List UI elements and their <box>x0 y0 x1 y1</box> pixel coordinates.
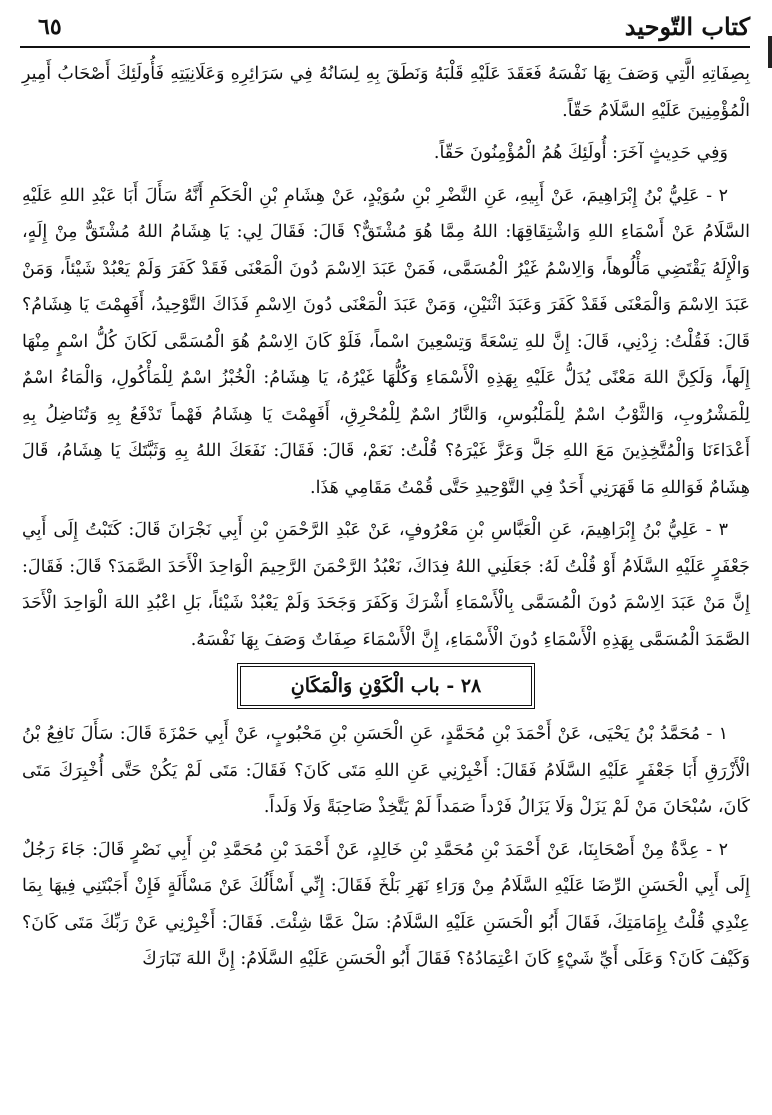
paragraph-continuation: بِصِفَاتِهِ الَّتِي وَصَفَ بِهَا نَفْسَهُ فَعَقَدَ عَلَيْهِ قَلْبَهُ وَنَطَقَ بِهِ لِسَانُهُ فِي سَرَائِرِهِ وَعَلَانِيَتِهِ فَأُولَئِكَ أَصْحَابُ أَمِيرِ الْمُؤْمِنِينَ عَلَيْهِ السَّلَامُ حَقّاً. <box>22 64 750 121</box>
chapter-hadith-1: ١ - مُحَمَّدُ بْنُ يَحْيَى، عَنْ أَحْمَدَ بْنِ مُحَمَّدٍ، عَنِ الْحَسَنِ بْنِ مَحْبُوبٍ، عَنْ أَبِي حَمْزَةَ قَالَ: سَأَلَ نَافِعُ بْنُ الْأَزْرَقِ أَبَا جَعْفَرٍ عَلَيْهِ السَّلَامُ فَقَالَ: أَخْبِرْنِي عَنِ اللهِ مَتَى كَانَ؟ فَقَالَ: مَتَى لَمْ يَكُنْ حَتَّى أُخْبِرَكَ مَتَى كَانَ، سُبْحَانَ مَنْ لَمْ يَزَلْ وَلَا يَزَالُ فَرْداً صَمَداً لَمْ يَتَّخِذْ صَاحِبَةً وَلَا وَلَداً. <box>22 724 750 817</box>
chapter-heading: ٢٨ - باب الْكَوْنِ وَالْمَكَانِ <box>240 666 532 706</box>
chapter-hadith-2: ٢ - عِدَّةٌ مِنْ أَصْحَابِنَا، عَنْ أَحْمَدَ بْنِ مُحَمَّدِ بْنِ خَالِدٍ، عَنْ أَحْمَدَ بْنِ مُحَمَّدِ بْنِ أَبِي نَصْرٍ قَالَ: جَاءَ رَجُلٌ إِلَى أَبِي الْحَسَنِ الرِّضَا عَلَيْهِ السَّلَامُ مِنْ وَرَاءِ نَهَرِ بَلْخَ فَقَالَ: إِنِّي أَسْأَلُكَ عَنْ مَسْأَلَةٍ فَإِنْ أَجَبْتَنِي فِيهَا بِمَا عِنْدِي قُلْتُ بِإِمَامَتِكَ، فَقَالَ أَبُو الْحَسَنِ عَلَيْهِ السَّلَامُ: سَلْ عَمَّا شِئْتَ. فَقَالَ: أَخْبِرْنِي عَنْ رَبِّكَ مَتَى كَانَ؟ وَكَيْفَ كَانَ؟ وَعَلَى أَيِّ شَيْءٍ كَانَ اعْتِمَادُهُ؟ فَقَالَ أَبُو الْحَسَنِ عَلَيْهِ السَّلَامُ: إِنَّ اللهَ تَبَارَكَ <box>22 839 750 969</box>
paragraph-another-hadith: وَفِي حَدِيثٍ آخَرَ: أُولَئِكَ هُمُ الْمُؤْمِنُونَ حَقّاً. <box>433 143 728 163</box>
page-number: ٦٥ <box>38 14 62 40</box>
hadith-2: ٢ - عَلِيُّ بْنُ إِبْرَاهِيمَ، عَنْ أَبِيهِ، عَنِ النَّضْرِ بْنِ سُوَيْدٍ، عَنْ هِشَامِ بْنِ الْحَكَمِ أَنَّهُ سَأَلَ أَبَا عَبْدِ اللهِ عَلَيْهِ السَّلَامُ عَنْ أَسْمَاءِ اللهِ وَاشْتِقَاقِهَا: اللهُ مِمَّا هُوَ مُشْتَقٌّ؟ قَالَ: فَقَالَ لِي: يَا هِشَامُ اللهُ مُشْتَقٌّ مِنْ إِلَهٍ، وَالْإِلَهُ يَقْتَضِي مَأْلُوهاً، وَالِاسْمُ غَيْرُ الْمُسَمَّى، فَمَنْ عَبَدَ الِاسْمَ دُونَ الْمَعْنَى فَقَدْ كَفَرَ وَلَمْ يَعْبُدْ شَيْئاً، وَمَنْ عَبَدَ الِاسْمَ وَالْمَعْنَى فَقَدْ كَفَرَ وَعَبَدَ اثْنَيْنِ، وَمَنْ عَبَدَ الْمَعْنَى دُونَ الِاسْمِ فَذَاكَ التَّوْحِيدُ، أَفَهِمْتَ يَا هِشَامُ؟ قَالَ: فَقُلْتُ: زِدْنِي، قَالَ: إِنَّ للهِ تِسْعَةً وَتِسْعِينَ اسْماً، فَلَوْ كَانَ الِاسْمُ هُوَ الْمُسَمَّى لَكَانَ كُلُّ اسْمٍ مِنْهَا إِلَهاً، وَلَكِنَّ اللهَ مَعْنًى يُدَلُّ عَلَيْهِ بِهَذِهِ الْأَسْمَاءِ وَكُلُّهَا غَيْرُهُ، يَا هِشَامُ: الْخُبْزُ اسْمٌ لِلْمَأْكُولِ، وَالْمَاءُ اسْمٌ لِلْمَشْرُوبِ، وَالثَّوْبُ اسْمٌ لِلْمَلْبُوسِ، وَالنَّارُ اسْمٌ لِلْمُحْرِقِ، أَفَهِمْتَ يَا هِشَامُ فَهْماً تَدْفَعُ بِهِ وَتُنَاضِلُ بِهِ أَعْدَاءَنَا وَالْمُتَّخِذِينَ مَعَ اللهِ جَلَّ وَعَزَّ غَيْرَهُ؟ قُلْتُ: نَعَمْ، قَالَ: فَقَالَ: نَفَعَكَ اللهُ بِهِ وَثَبَّتَكَ يَا هِشَامُ، قَالَ هِشَامٌ فَوَاللهِ مَا قَهَرَنِي أَحَدٌ فِي التَّوْحِيدِ حَتَّى قُمْتُ مَقَامِي هَذَا. <box>22 185 750 498</box>
hadith-3: ٣ - عَلِيُّ بْنُ إِبْرَاهِيمَ، عَنِ الْعَبَّاسِ بْنِ مَعْرُوفٍ، عَنْ عَبْدِ الرَّحْمَنِ بْنِ أَبِي نَجْرَانَ قَالَ: كَتَبْتُ إِلَى أَبِي جَعْفَرٍ عَلَيْهِ السَّلَامُ أَوْ قُلْتُ لَهُ: جَعَلَنِي اللهُ فِدَاكَ، نَعْبُدُ الرَّحْمَنَ الرَّحِيمَ الْوَاحِدَ الْأَحَدَ الصَّمَدَ؟ قَالَ: فَقَالَ: إِنَّ مَنْ عَبَدَ الِاسْمَ دُونَ الْمُسَمَّى بِالْأَسْمَاءِ أَشْرَكَ وَكَفَرَ وَجَحَدَ وَلَمْ يَعْبُدْ شَيْئاً، بَلِ اعْبُدِ اللهَ الْوَاحِدَ الْأَحَدَ الصَّمَدَ الْمُسَمَّى بِهَذِهِ الْأَسْمَاءِ دُونَ الْأَسْمَاءِ، إِنَّ الْأَسْمَاءَ صِفَاتٌ وَصَفَ بِهَا نَفْسَهُ. <box>22 520 750 650</box>
page-edge-mark <box>768 36 772 68</box>
page-body <box>22 56 750 984</box>
page-header <box>20 8 750 48</box>
book-title: كتاب التّوحيد <box>624 12 750 41</box>
